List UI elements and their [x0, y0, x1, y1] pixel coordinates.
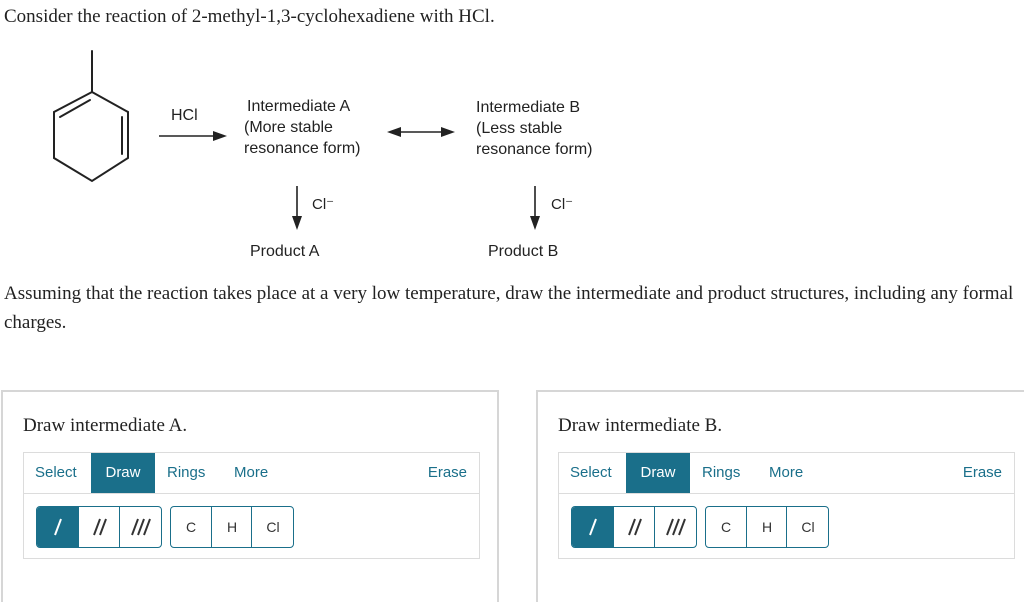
product-b-label: Product B — [488, 243, 559, 260]
draw-panel-a — [1, 390, 499, 602]
atom-chlorine-button[interactable]: Cl — [786, 507, 829, 547]
single-bond-icon — [583, 516, 603, 538]
erase-tool-button[interactable]: Erase — [427, 464, 467, 481]
triple-bond-icon — [129, 516, 153, 538]
intermediate-b-line2: (Less stable — [476, 120, 563, 137]
product-a-label: Product A — [250, 243, 320, 260]
atom-chlorine-button[interactable]: Cl — [251, 507, 294, 547]
cyclohexadiene-structure — [40, 40, 150, 190]
atom-tool-group — [705, 506, 829, 548]
bond-tool-group — [571, 506, 697, 548]
single-bond-button[interactable] — [37, 507, 78, 547]
double-bond-button[interactable] — [613, 507, 655, 547]
atom-tool-group — [170, 506, 294, 548]
select-tool-button[interactable]: Select — [570, 464, 612, 481]
panel-a-toolbar — [23, 452, 480, 494]
intermediate-a-line1: Intermediate A — [247, 98, 351, 115]
intermediate-b-line3: resonance form) — [476, 141, 593, 158]
atom-carbon-button[interactable]: C — [185, 519, 197, 535]
arrow-down-a — [290, 184, 304, 232]
more-tool-button[interactable]: More — [234, 464, 269, 481]
atom-hydrogen-button[interactable]: H — [211, 507, 252, 547]
rings-tool-button[interactable]: Rings — [167, 464, 206, 481]
bond-tool-group — [36, 506, 162, 548]
reaction-arrow — [155, 128, 230, 144]
atom-hydrogen-button[interactable]: H — [746, 507, 787, 547]
panel-a-subtoolbar — [23, 493, 480, 559]
single-bond-icon — [48, 516, 68, 538]
intermediate-b-line1: Intermediate B — [476, 99, 581, 116]
resonance-arrow — [383, 124, 459, 140]
reagent-label: HCl — [171, 107, 198, 124]
chloride-a-label: Cl⁻ — [312, 196, 335, 213]
draw-tool-button[interactable]: Draw — [626, 453, 690, 493]
intermediate-a-line3: resonance form) — [244, 140, 361, 157]
instructions-text: Assuming that the reaction takes place at a very low temperature, draw the intermediate and product structures, including any formal charges. — [4, 283, 1014, 333]
select-tool-button[interactable]: Select — [35, 464, 77, 481]
panel-b-title: Draw intermediate B. — [558, 415, 723, 436]
erase-tool-button[interactable]: Erase — [962, 464, 1002, 481]
double-bond-icon — [625, 516, 645, 538]
arrow-down-b — [528, 184, 542, 232]
chloride-b-label: Cl⁻ — [551, 196, 574, 213]
intermediate-a-line2: (More stable — [244, 119, 333, 136]
draw-panel-b — [536, 390, 1024, 602]
atom-carbon-button[interactable]: C — [720, 519, 732, 535]
triple-bond-button[interactable] — [654, 507, 696, 547]
rings-tool-button[interactable]: Rings — [702, 464, 741, 481]
triple-bond-button[interactable] — [119, 507, 161, 547]
intermediate-b-label — [476, 97, 593, 160]
more-tool-button[interactable]: More — [769, 464, 804, 481]
intermediate-a-label — [244, 96, 361, 159]
panel-b-toolbar — [558, 452, 1015, 494]
draw-tool-button[interactable]: Draw — [91, 453, 155, 493]
double-bond-button[interactable] — [78, 507, 120, 547]
panel-a-title: Draw intermediate A. — [23, 415, 188, 436]
double-bond-icon — [90, 516, 110, 538]
triple-bond-icon — [664, 516, 688, 538]
single-bond-button[interactable] — [572, 507, 613, 547]
panel-b-subtoolbar — [558, 493, 1015, 559]
question-title: Consider the reaction of 2-methyl-1,3-cyclohexadiene with HCl. — [4, 6, 495, 27]
